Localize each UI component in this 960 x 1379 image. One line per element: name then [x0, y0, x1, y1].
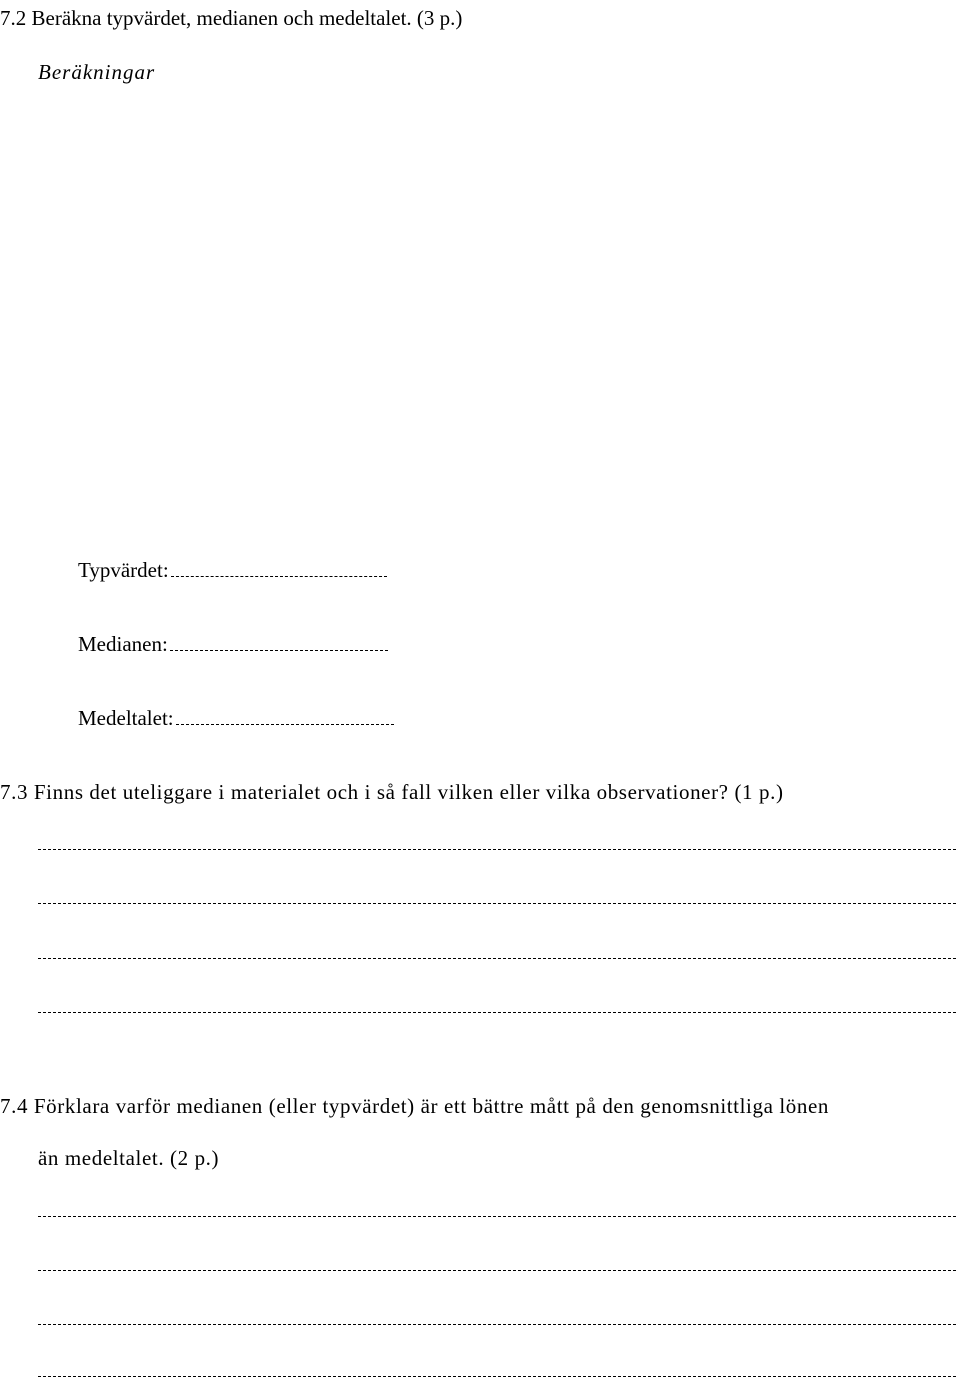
question-7-4-heading: 7.4 Förklara varför medianen (eller typvärdet) är ett bättre mått på den genomsnittliga lönen	[0, 1094, 830, 1118]
calculations-label: Beräkningar	[38, 60, 156, 84]
mean-field	[78, 706, 394, 730]
answer-line[interactable]	[38, 1376, 956, 1377]
median-field	[78, 632, 388, 656]
question-7-3-heading: 7.3 Finns det uteliggare i materialet och i så fall vilken eller vilka observationer? (1 p.)	[0, 780, 784, 804]
answer-line[interactable]	[38, 1216, 956, 1217]
answer-line[interactable]	[38, 1324, 956, 1325]
mean-label: Medeltalet:	[78, 706, 174, 730]
answer-line[interactable]	[38, 1012, 956, 1013]
answer-line[interactable]	[38, 903, 956, 904]
question-7-4-heading-continued: än medeltalet. (2 p.)	[38, 1146, 220, 1170]
answer-line[interactable]	[38, 849, 956, 850]
median-answer-blank[interactable]	[170, 650, 388, 651]
answer-line[interactable]	[38, 1270, 956, 1271]
mean-answer-blank[interactable]	[176, 724, 394, 725]
answer-line[interactable]	[38, 958, 956, 959]
mode-label: Typvärdet:	[78, 558, 169, 582]
question-7-2-heading: 7.2 Beräkna typvärdet, medianen och medeltalet. (3 p.)	[0, 6, 463, 30]
median-label: Medianen:	[78, 632, 168, 656]
mode-field	[78, 558, 387, 582]
mode-answer-blank[interactable]	[171, 576, 387, 577]
